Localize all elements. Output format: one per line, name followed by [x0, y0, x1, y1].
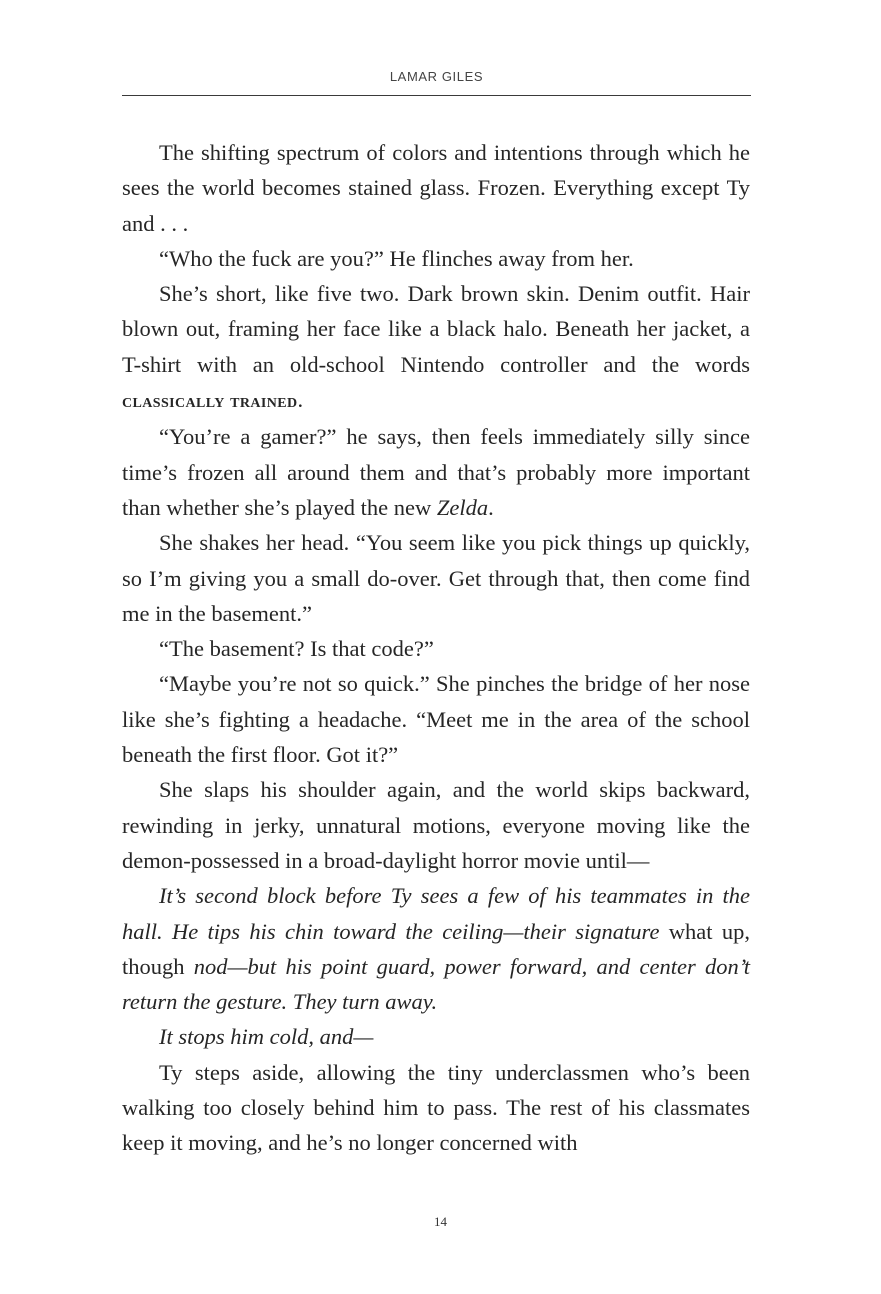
paragraph: “The basement? Is that code?”: [159, 636, 434, 662]
paragraph: [122, 878, 750, 1019]
italic-text: nod—but his point guard, power forward, and center don’t return the gesture. They turn away.: [122, 953, 750, 1015]
body-text: [122, 135, 750, 1161]
page-number: 14: [434, 1214, 447, 1229]
paragraph: The shifting spectrum of colors and intentions through which he sees the world becomes stained glass. Frozen. Everything except Ty and . . .: [122, 140, 750, 236]
paragraph: [122, 1019, 750, 1054]
game-title: Zelda: [436, 494, 489, 520]
paragraph: [122, 276, 750, 419]
paragraph-text: .: [488, 494, 494, 520]
running-head: [122, 66, 751, 96]
paragraph-text: She’s short, like five two. Dark brown skin. Denim outfit. Hair blown out, framing her face like a black halo. Beneath her jacket, a T-shirt with an old-school Nintendo controller and the words: [122, 281, 750, 377]
shirt-slogan: classically trained: [122, 390, 298, 413]
italic-text: It stops him cold, and—: [159, 1024, 374, 1050]
paragraph: “Who the fuck are you?” He flinches away from her.: [159, 245, 634, 271]
paragraph: She slaps his shoulder again, and the world skips backward, rewinding in jerky, unnatural motions, everyone moving like the demon-possessed in a broad-daylight horror movie until—: [122, 777, 750, 873]
paragraph: Ty steps aside, allowing the tiny underclassmen who’s been walking too closely behind him to pass. The rest of his classmates keep it moving, and he’s no longer concerned with: [122, 1059, 750, 1156]
paragraph: She shakes her head. “You seem like you pick things up quickly, so I’m giving you a small do-over. Get through that, then come find me in the basement.”: [122, 530, 750, 626]
paragraph: “Maybe you’re not so quick.” She pinches the bridge of her nose like she’s fighting a headache. “Meet me in the area of the school beneath the first floor. Got it?”: [122, 671, 750, 768]
paragraph-text: what up, though: [122, 918, 750, 979]
paragraph: [122, 419, 750, 525]
running-head-text: LAMAR GILES: [389, 69, 484, 84]
paragraph-text: .: [297, 387, 304, 413]
paragraph-text: “You’re a gamer?” he says, then feels immediately silly since time’s frozen all around them and that’s probably more important than whether she’s played the new: [122, 424, 750, 520]
italic-text: It’s second block before Ty sees a few of his teammates in the hall. He tips his chin toward the ceiling—their signature: [122, 883, 750, 944]
